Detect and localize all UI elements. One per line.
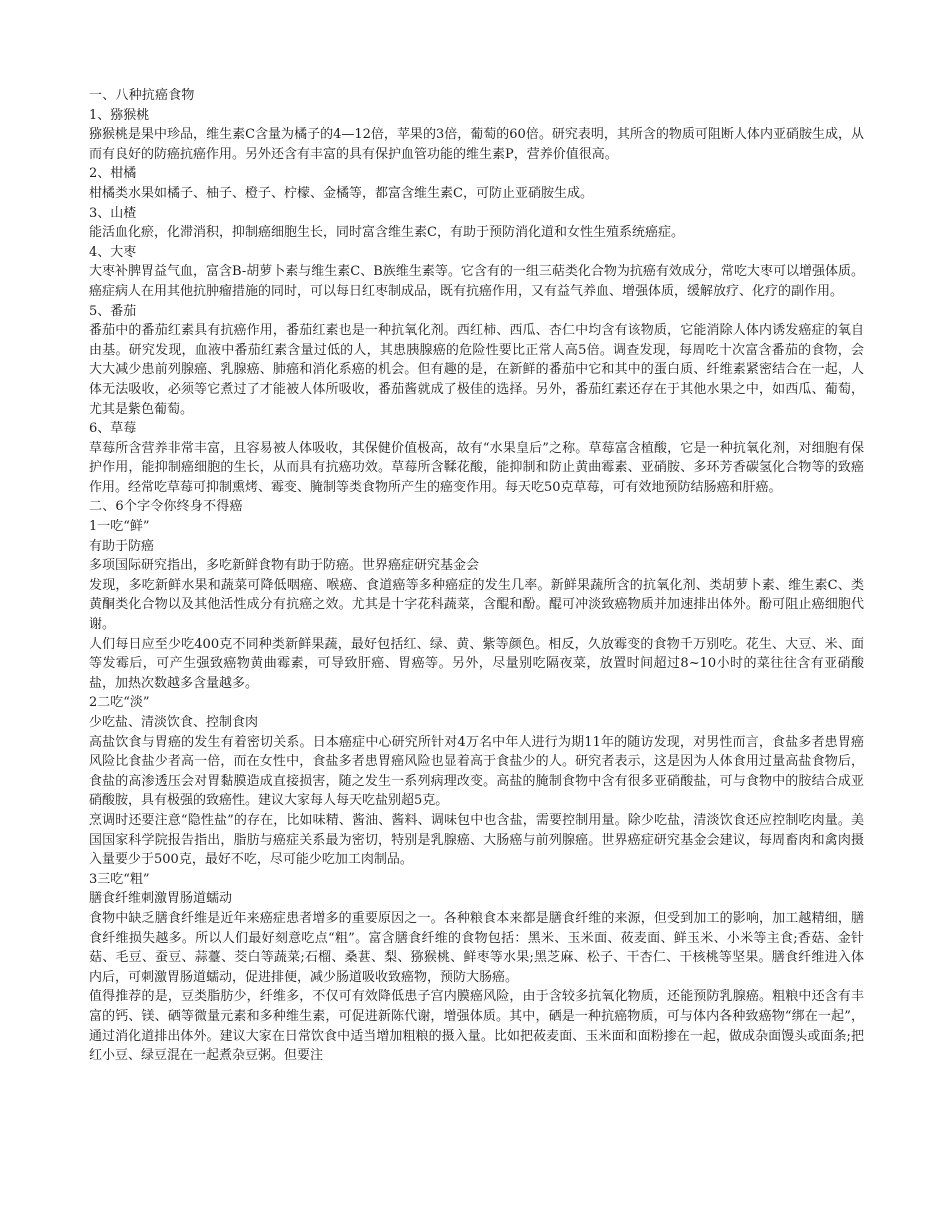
subheading: 3、山楂 (89, 205, 137, 221)
paragraph: 草莓所含营养非常丰富，且容易被人体吸收，其保健价值极高，故有“水果皇后”之称。草莓富含植酸，它是一种抗氧化剂，对细胞有保护作用，能抑制癌细胞的生长，从而具有抗癌功效。草莓所含鞣花酸，能抑制和防止黄曲霉素、亚硝胺、多环芳香碳氢化合物等的致癌作用。经常吃草莓可抑制熏烤、霉变、腌制等类食物所产生的癌变作用。每天吃50克草莓，可有效地预防结肠癌和肝癌。 (89, 440, 864, 495)
paragraph: 值得推荐的是，豆类脂肪少，纤维多，不仅可有效降低患子宫内膜癌风险，由于含较多抗氧化物质，还能预防乳腺癌。粗粮中还含有丰富的钙、镁、硒等微量元素和多种维生素，可促进新陈代谢，增强体质。其中，硒是一种抗癌物质，可与体内各种致癌物“绑在一起”，通过消化道排出体外。建议大家在日常饮食中适当增加粗粮的摄入量。比如把莜麦面、玉米面和面粉掺在一起，做成杂面馒头或面条;把红小豆、绿豆混在一起煮杂豆粥。但要注 (89, 989, 864, 1064)
paragraph: 高盐饮食与胃癌的发生有着密切关系。日本癌症中心研究所针对4万名中年人进行为期11年的随访发现，对男性而言，食盐多者患胃癌风险比食盐少者高一倍，而在女性中，食盐多者患胃癌风险也显着高于食盐少的人。研究者表示，这是因为人体食用过量高盐食物后，食盐的高渗透压会对胃黏膜造成直接损害，随之发生一系列病理改变。高盐的腌制食物中含有很多亚硝酸盐，可与食物中的胺结合成亚硝酸胺，具有极强的致癌性。建议大家每人每天吃盐别超5克。 (89, 734, 864, 809)
subheading: 少吃盐、清淡饮食、控制食肉 (89, 715, 259, 730)
subheading: 2、柑橘 (89, 166, 137, 182)
section-heading: 二、6个字令你终身不得癌 (89, 499, 243, 515)
paragraph: 人们每日应至少吃400克不同种类新鲜果蔬，最好包括红、绿、黄、紫等颜色。相反，久放霉变的食物千万别吃。花生、大豆、米、面等发霉后，可产生强致癌物黄曲霉素，可导致肝癌、胃癌等。另外，尽量别吃隔夜菜，放置时间超过8~10小时的菜往往含有亚硝酸盐，加热次数越多含量越多。 (89, 636, 864, 691)
subheading: 2二吃“淡” (89, 695, 150, 711)
subheading: 5、番茄 (89, 303, 137, 319)
paragraph: 柑橘类水果如橘子、柚子、橙子、柠檬、金橘等，都富含维生素C，可防止亚硝胺生成。 (89, 185, 593, 201)
paragraph: 大枣补脾胃益气血，富含B-胡萝卜素与维生素C、B族维生素等。它含有的一组三萜类化合物为抗癌有效成分，常吃大枣可以增强体质。癌症病人在用其他抗肿瘤措施的同时，可以每日红枣制成品，既有抗癌作用，又有益气养血、增强体质，缓解放疗、化疗的副作用。 (89, 264, 864, 299)
paragraph: 食物中缺乏膳食纤维是近年来癌症患者增多的重要原因之一。各种粮食本来都是膳食纤维的来源，但受到加工的影响，加工越精细，膳食纤维损失越多。所以人们最好刻意吃点“粗”。富含膳食纤维的食物包括：黑米、玉米面、莜麦面、鲜玉米、小米等主食;香菇、金针菇、毛豆、蚕豆、蒜薹、茭白等蔬菜;石榴、桑葚、梨、猕猴桃、鲜枣等水果;黑芝麻、松子、干杏仁、干核桃等坚果。膳食纤维进入体内后，可刺激胃肠道蠕动，促进排便，减少肠道吸收致癌物，预防大肠癌。 (89, 910, 864, 985)
section-heading: 一、八种抗癌食物 (89, 88, 195, 103)
subheading: 1一吃“鲜” (89, 519, 150, 535)
subheading: 有助于防癌 (89, 538, 155, 554)
subheading: 6、草莓 (89, 421, 137, 437)
paragraph: 多项国际研究指出，多吃新鲜食物有助于防癌。世界癌症研究基金会 (89, 558, 480, 574)
subheading: 4、大枣 (89, 244, 137, 260)
subheading: 膳食纤维刺激胃肠道蠕动 (89, 891, 233, 907)
paragraph: 能活血化瘀，化滞消积，抑制癌细胞生长，同时富含维生素C，有助于预防消化道和女性生殖系统癌症。 (89, 225, 684, 241)
subheading: 3三吃“粗” (89, 871, 150, 887)
paragraph: 猕猴桃是果中珍品，维生素C含量为橘子的4—12倍，苹果的3倍，葡萄的60倍。研究表明，其所含的物质可阻断人体内亚硝胺生成，从而有良好的防癌抗癌作用。另外还含有丰富的具有保护血管功能的维生素P，营养价值很高。 (89, 127, 864, 162)
paragraph: 番茄中的番茄红素具有抗癌作用，番茄红素也是一种抗氧化剂。西红柿、西瓜、杏仁中均含有该物质，它能消除人体内诱发癌症的氧自由基。研究发现，血液中番茄红素含量过低的人，其患胰腺癌的危险性要比正常人高5倍。调查发现，每周吃十次富含番茄的食物，会大大减少患前列腺癌、乳腺癌、肺癌和消化系癌的机会。但有趣的是，在新鲜的番茄中它和其中的蛋白质、纤维素紧密结合在一起，人体无法吸收，必须等它煮过了才能被人体所吸收，番茄酱就成了极佳的选择。另外，番茄红素还存在于其他水果之中，如西瓜、葡萄，尤其是紫色葡萄。 (89, 323, 864, 417)
paragraph: 烹调时还要注意“隐性盐”的存在，比如味精、酱油、酱料、调味包中也含盐，需要控制用量。除少吃盐，清淡饮食还应控制吃肉量。美国国家科学院报告指出，脂肪与癌症关系最为密切，特别是乳腺癌、大肠癌与前列腺癌。世界癌症研究基金会建议，每周畜肉和禽肉摄入量要少于500克，最好不吃，尽可能少吃加工肉制品。 (89, 812, 864, 868)
document-body (89, 86, 864, 1066)
paragraph: 发现，多吃新鲜水果和蔬菜可降低咽癌、喉癌、食道癌等多种癌症的发生几率。新鲜果蔬所含的抗氧化剂、类胡萝卜素、维生素C、类黄酮类化合物以及其他活性成分有抗癌之效。尤其是十字花科蔬菜，含醌和酚。醌可冲淡致癌物质并加速排出体外。酚可阻止癌细胞代谢。 (89, 577, 864, 633)
subheading: 1、猕猴桃 (89, 107, 150, 123)
